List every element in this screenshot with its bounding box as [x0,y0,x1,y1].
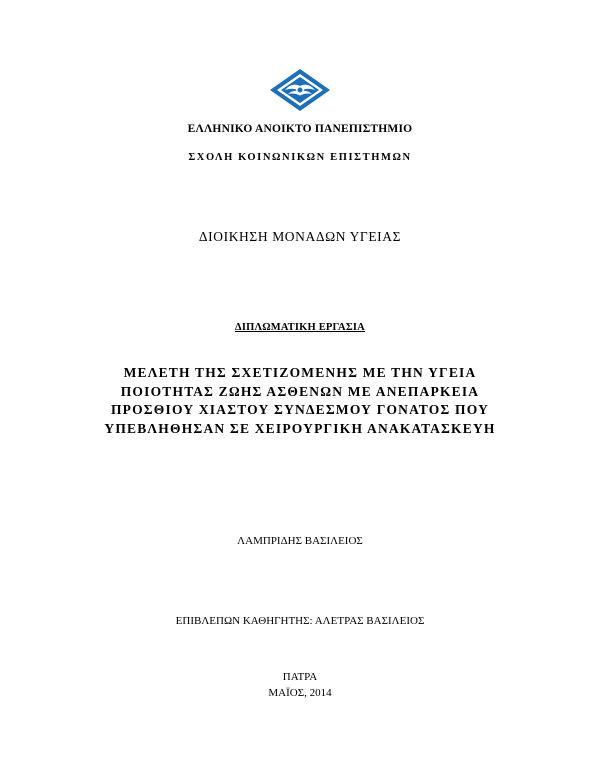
city: ΠΑΤΡΑ [282,671,318,683]
date: ΜΑΪΟΣ, 2014 [268,687,332,699]
thesis-title-line: ΠΟΙΟΤΗΤΑΣ ΖΩΗΣ ΑΣΘΕΝΩΝ ΜΕ ΑΝΕΠΑΡΚΕΙΑ [120,383,480,399]
supervisor-line: ΕΠΙΒΛΕΠΩΝ ΚΑΘΗΓΗΤΗΣ: ΑΛΕΤΡΑΣ ΒΑΣΙΛΕΙΟΣ [175,615,425,627]
program-name: ΔΙΟΙΚΗΣΗ ΜΟΝΑΔΩΝ ΥΓΕΙΑΣ [198,229,402,244]
thesis-title-line: ΜΕΛΕΤΗ ΤΗΣ ΣΧΕΤΙΖΟΜΕΝΗΣ ΜΕ ΤΗΝ ΥΓΕΙΑ [123,365,477,380]
university-logo-icon [269,68,331,112]
thesis-title [0,364,600,438]
school-name: ΣΧΟΛΗ ΚΟΙΝΩΝΙΚΩΝ ΕΠΙΣΤΗΜΩΝ [188,152,412,163]
thesis-type: ΔΙΠΛΩΜΑΤΙΚΗ ΕΡΓΑΣΙΑ [235,322,365,333]
thesis-title-line: ΠΡΟΣΘΙΟΥ ΧΙΑΣΤΟΥ ΣΥΝΔΕΣΜΟΥ ΓΟΝΑΤΟΣ ΠΟΥ [110,402,490,417]
thesis-title-line: ΥΠΕΒΛΗΘΗΣΑΝ ΣΕ ΧΕΙΡΟΥΡΓΙΚΗ ΑΝΑΚΑΤΑΣΚΕΥΗ [104,420,496,436]
university-name: ΕΛΛΗΝΙΚΟ ΑΝΟΙΚΤΟ ΠΑΝΕΠΙΣΤΗΜΙΟ [187,123,413,135]
author-name: ΛΑΜΠΡΙΔΗΣ ΒΑΣΙΛΕΙΟΣ [237,535,363,547]
